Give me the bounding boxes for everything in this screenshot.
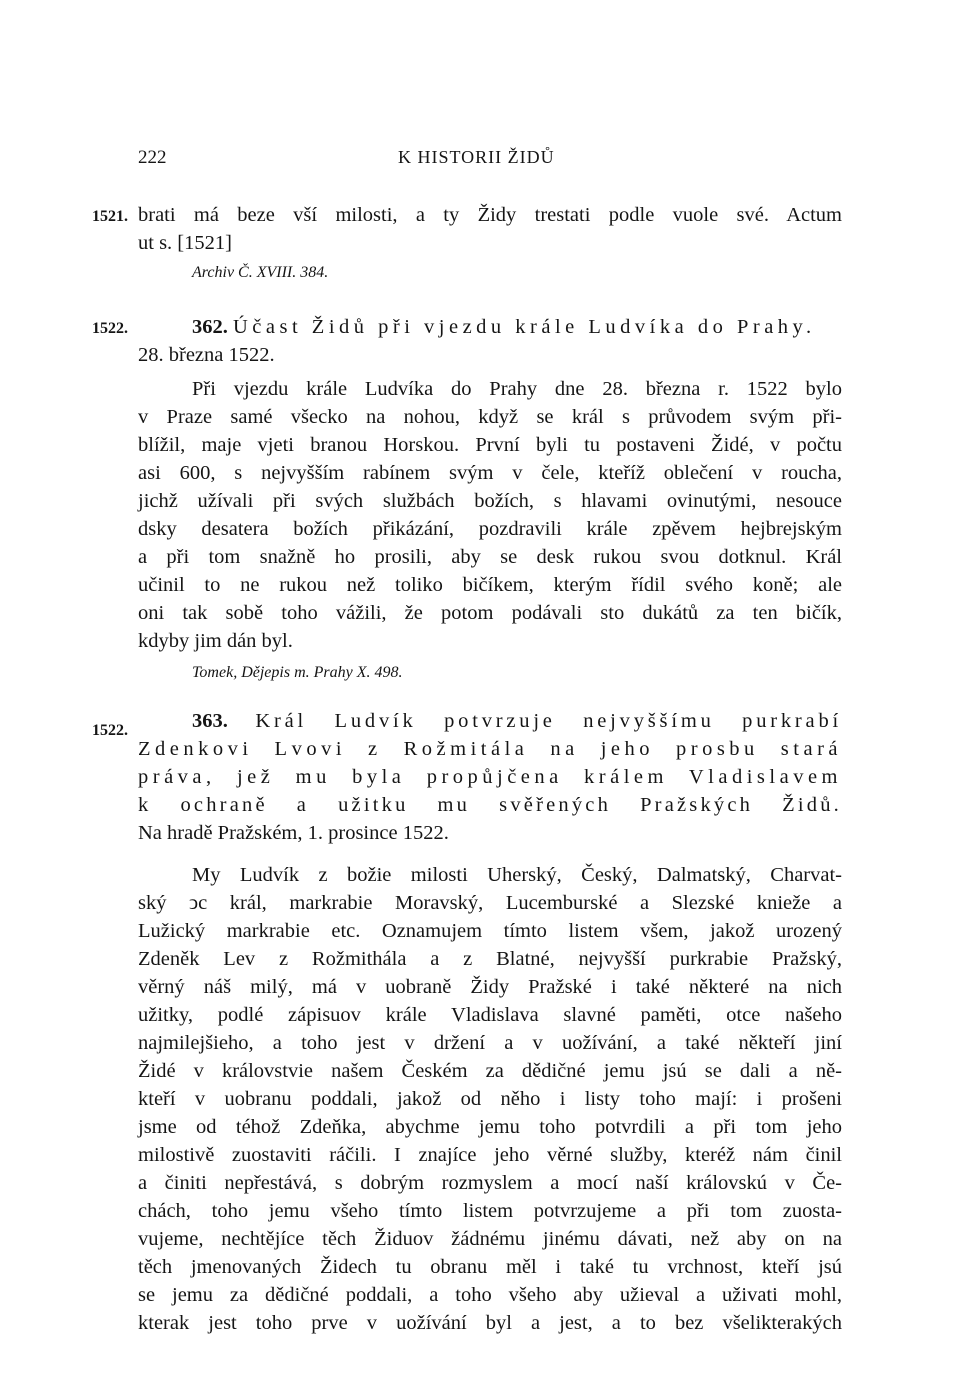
source-citation: Tomek, Dějepis m. Prahy X. 498. [192, 664, 403, 681]
entry-heading-text: Zdenkovi Lvovi z Rožmitála na jeho prosbu stará [138, 738, 842, 760]
text-line: najmilejšieho, a toho jest v držení a v uožívání, a také někteří jiní [138, 1032, 842, 1054]
entry-362 [138, 313, 842, 655]
text-line: Lužický markrabie etc. Oznamujem tímto listem všem, jakož urozený [138, 920, 842, 942]
text-line: Židé v královstvie našem Českém za dědičné jemu jsú se dali a ně- [138, 1060, 842, 1082]
text-line: jichž užívali při svých službách božích, s hlavami ovinutými, nesouce [138, 490, 842, 512]
entry-heading-text: k ochraně a užitku mu svěřených Pražských Židů. [138, 794, 842, 816]
running-title: K HISTORII ŽIDŮ [398, 147, 555, 167]
text-line: dsky desatera božích přikázání, pozdravili krále zpěvem hejbrejským [138, 518, 842, 540]
text-line: těch jmenovaných Židech tu obranu měl i také tu vrchnost, kteří jsú [138, 1256, 842, 1278]
entry-number: 362. [192, 316, 228, 338]
text-line: kterak jest toho prve v uožívání byl a jest, a to bez všelikterakých [138, 1312, 842, 1334]
text-line: oni tak sobě toho vážili, že potom podávali sto dukátů za ten bičík, [138, 602, 842, 624]
text-line: brati má beze vší milosti, a ty Židy trestati podle vuole své. Actum [138, 204, 842, 226]
text-line: užitky, podlé zápisuov krále Vladislava slavné paměti, otce našeho [138, 1004, 842, 1026]
text-line: Zdeněk Lev z Rožmithála a z Blatné, nejvyšší purkrabie Pražský, [138, 948, 842, 970]
margin-year: 1522. [92, 722, 128, 739]
entry-date: 28. března 1522. [138, 344, 275, 366]
text-line: vujeme, nechtějíce těch Židuov žádnému jinému dávati, než aby on na [138, 1228, 842, 1250]
text-line: v Praze samé všecko na nohou, když se král s průvodem svým při- [138, 406, 842, 428]
source-citation: Archiv Č. XVIII. 384. [192, 264, 329, 281]
text-line: a činiti nepřestává, s dobrým rozmyslem a mocí naší královskú v Če- [138, 1172, 842, 1194]
text-line: jsme od téhož Zdeňka, abychme jemu toho potvrdili a při tom jeho [138, 1116, 842, 1138]
margin-year: 1521. [92, 208, 128, 225]
entry-heading-text: Král Ludvík potvrzuje nejvyššímu purkrabí [255, 710, 842, 732]
text-line: věrný náš milý, má v uobraně Židy Pražské i také některé na nich [138, 976, 842, 998]
entry-363 [138, 707, 842, 1337]
text-line: milostivě zuostaviti ráčili. I znajíce jeho věrné služby, kteréž nám činil [138, 1144, 842, 1166]
text-line: My Ludvík z božie milosti Uherský, Český, Dalmatský, Charvat- [192, 864, 842, 886]
text-line: Při vjezdu krále Ludvíka do Prahy dne 28. března r. 1522 bylo [192, 378, 842, 400]
entry-date: Na hradě Pražském, 1. prosince 1522. [138, 822, 449, 844]
entry-heading [138, 313, 842, 341]
entry-heading-text: Účast Židů při vjezdu krále Ludvíka do Prahy. [233, 316, 816, 338]
entry-heading [138, 707, 842, 735]
text-line: se jemu za dědičné poddali, a toho všeho aby užieval a uživati mohl, [138, 1284, 842, 1306]
text-line: kteří v uobranu poddali, jakož od něho i listy toho mají: i prošeni [138, 1088, 842, 1110]
text-line: asi 600, s nejvyšším rabínem svým v čele, kteříž oblečení v roucha, [138, 462, 842, 484]
text-line: blížil, maje vjeti branou Horskou. První byli tu postaveni Židé, v počtu [138, 434, 842, 456]
entry-number: 363. [192, 710, 228, 732]
margin-year: 1522. [92, 320, 128, 337]
text-line: kdyby jim dán byl. [138, 630, 293, 652]
entry-continuation [138, 201, 842, 257]
page-number: 222 [138, 147, 167, 168]
text-line: chách, toho jemu všeho tímto listem potvrzujeme a při tom zuosta- [138, 1200, 842, 1222]
text-line: ský ↄc král, markrabie Moravský, Lucemburské a Slezské knieže a [138, 892, 842, 914]
text-line: ut s. [1521] [138, 232, 232, 254]
text-line: učinil to ne rukou než toliko bičíkem, kterým řídil svého koně; ale [138, 574, 842, 596]
text-line: a při tom snažně ho prosili, aby se desk rukou svou dotknul. Král [138, 546, 842, 568]
entry-heading-text: práva, jež mu byla propůjčena králem Vladislavem [138, 766, 842, 788]
